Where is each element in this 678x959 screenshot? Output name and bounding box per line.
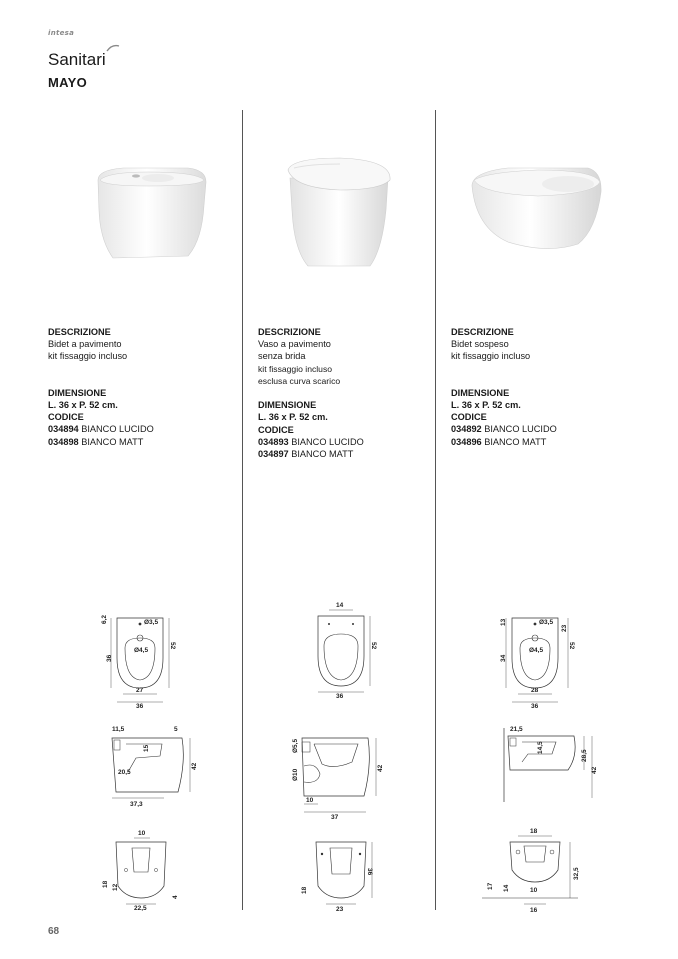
code-heading: CODICE: [48, 412, 84, 423]
dim-label: 10: [530, 887, 538, 894]
product-code: 034892: [451, 424, 482, 435]
dim-label: 17: [487, 882, 494, 890]
dim-label: Ø4,5: [529, 647, 544, 654]
dim-label: 22,5: [134, 905, 147, 912]
dim-label: 36: [531, 703, 539, 708]
dim-label: 36: [336, 693, 344, 698]
dim-label: 52: [169, 642, 176, 650]
dim-label: Ø3,5: [539, 619, 554, 626]
dim-label: 18: [102, 880, 109, 888]
dim-label: Ø4,5: [134, 647, 149, 654]
description-line: senza brida: [258, 351, 306, 362]
dim-label: 23: [336, 906, 344, 913]
product-finish: BIANCO LUCIDO: [291, 436, 364, 447]
dim-label: 28: [531, 687, 539, 694]
dimension-heading: DIMENSIONE: [258, 400, 317, 411]
dim-label: 28,5: [581, 749, 588, 762]
dim-label: 42: [591, 766, 598, 774]
dim-label: 42: [377, 764, 384, 772]
bidet-wall-back-view: [478, 824, 588, 914]
description-line: esclusa curva scarico: [258, 375, 341, 386]
dim-label: 4: [172, 895, 179, 899]
page-number: 68: [48, 926, 60, 937]
dim-label: 16: [530, 907, 538, 914]
description-line: kit fissaggio incluso: [258, 363, 333, 374]
dim-label: 14,5: [537, 741, 544, 754]
dim-label: 5: [174, 726, 178, 733]
dim-label: 11,5: [112, 726, 125, 733]
product-finish: BIANCO MATT: [484, 436, 547, 447]
bidet-wall-top-view: [488, 608, 584, 708]
product-code-row: [451, 436, 557, 448]
dim-label: 14: [503, 884, 510, 892]
column-divider: [435, 110, 436, 910]
dim-label: 13: [500, 618, 507, 626]
code-heading: CODICE: [258, 424, 294, 435]
dim-label: 37: [331, 814, 339, 820]
wc-floor-photo: [280, 150, 400, 270]
bidet-floor-side-view: [106, 722, 202, 808]
dim-label: 18: [301, 886, 308, 894]
dim-label: Ø5,5: [292, 738, 299, 753]
dim-label: 10: [138, 830, 146, 837]
bidet-floor-back-view: [96, 826, 186, 912]
logo-swoosh-icon: [106, 44, 120, 52]
product-code-row: [451, 423, 557, 435]
wc-back-view: [296, 834, 386, 914]
product-code-row: [48, 423, 154, 435]
product-finish: BIANCO MATT: [81, 436, 144, 447]
product-code: 034894: [48, 424, 79, 435]
description-line: Bidet a pavimento: [48, 339, 122, 350]
dim-label: 21,5: [510, 726, 523, 733]
product-code: 034897: [258, 449, 289, 460]
dim-label: 20,5: [118, 769, 131, 776]
column-divider: [242, 110, 243, 910]
dim-label: Ø3,5: [144, 619, 159, 626]
description-line: Vaso a pavimento: [258, 339, 331, 350]
product-finish: BIANCO LUCIDO: [484, 424, 557, 435]
description-heading: DESCRIZIONE: [451, 327, 514, 337]
dim-label: 14: [336, 602, 344, 609]
dim-label: 32,5: [573, 867, 580, 880]
dim-label: 12: [112, 883, 119, 891]
page-title: Sanitari: [48, 50, 106, 69]
page-subtitle: MAYO: [48, 75, 88, 90]
dim-label: 36: [366, 868, 373, 876]
product-info-bidet-floor: [48, 326, 154, 448]
code-heading: CODICE: [451, 412, 487, 423]
dim-label: 15: [143, 744, 150, 752]
product-code: 034898: [48, 436, 79, 447]
product-finish: BIANCO MATT: [291, 449, 354, 460]
dim-label: 36: [106, 654, 113, 662]
dimension-value: L. 36 x P. 52 cm.: [258, 412, 328, 423]
dimension-value: L. 36 x P. 52 cm.: [451, 400, 521, 410]
dimension-value: L. 36 x P. 52 cm.: [48, 400, 118, 410]
wc-side-view: [286, 730, 386, 820]
product-code-row: [258, 436, 364, 448]
product-info-bidet-wall: [451, 326, 557, 448]
dim-label: 18: [530, 828, 538, 835]
dim-label: Ø10: [292, 768, 299, 781]
product-code-row: [258, 448, 364, 460]
wc-top-view: [296, 598, 386, 698]
brand-name: intesa: [48, 29, 75, 37]
description-line: kit fissaggio incluso: [48, 351, 128, 362]
dim-label: 52: [370, 642, 377, 650]
product-code: 034893: [258, 436, 289, 447]
dim-label: 6,2: [101, 614, 108, 624]
dim-label: 23: [561, 624, 568, 632]
bidet-wall-photo: [468, 158, 603, 258]
description-line: kit fissaggio incluso: [451, 351, 531, 362]
description-heading: DESCRIZIONE: [258, 327, 321, 337]
bidet-floor-photo: [88, 150, 213, 265]
bidet-wall-side-view: [500, 722, 600, 808]
dim-label: 36: [136, 703, 144, 708]
dim-label: 10: [306, 797, 314, 804]
description-heading: DESCRIZIONE: [48, 327, 111, 337]
dim-label: 34: [500, 654, 507, 662]
dim-label: 37,3: [130, 801, 143, 808]
dim-label: 52: [568, 642, 575, 650]
dim-label: 42: [191, 762, 198, 770]
bidet-floor-top-view: [95, 608, 185, 708]
product-code: 034896: [451, 436, 482, 447]
product-code-row: [48, 436, 154, 448]
dim-label: 27: [136, 687, 144, 694]
product-finish: BIANCO LUCIDO: [81, 424, 154, 435]
dimension-heading: DIMENSIONE: [48, 387, 107, 398]
description-line: Bidet sospeso: [451, 339, 509, 350]
product-info-wc-floor: [258, 326, 364, 460]
dimension-heading: DIMENSIONE: [451, 387, 510, 398]
